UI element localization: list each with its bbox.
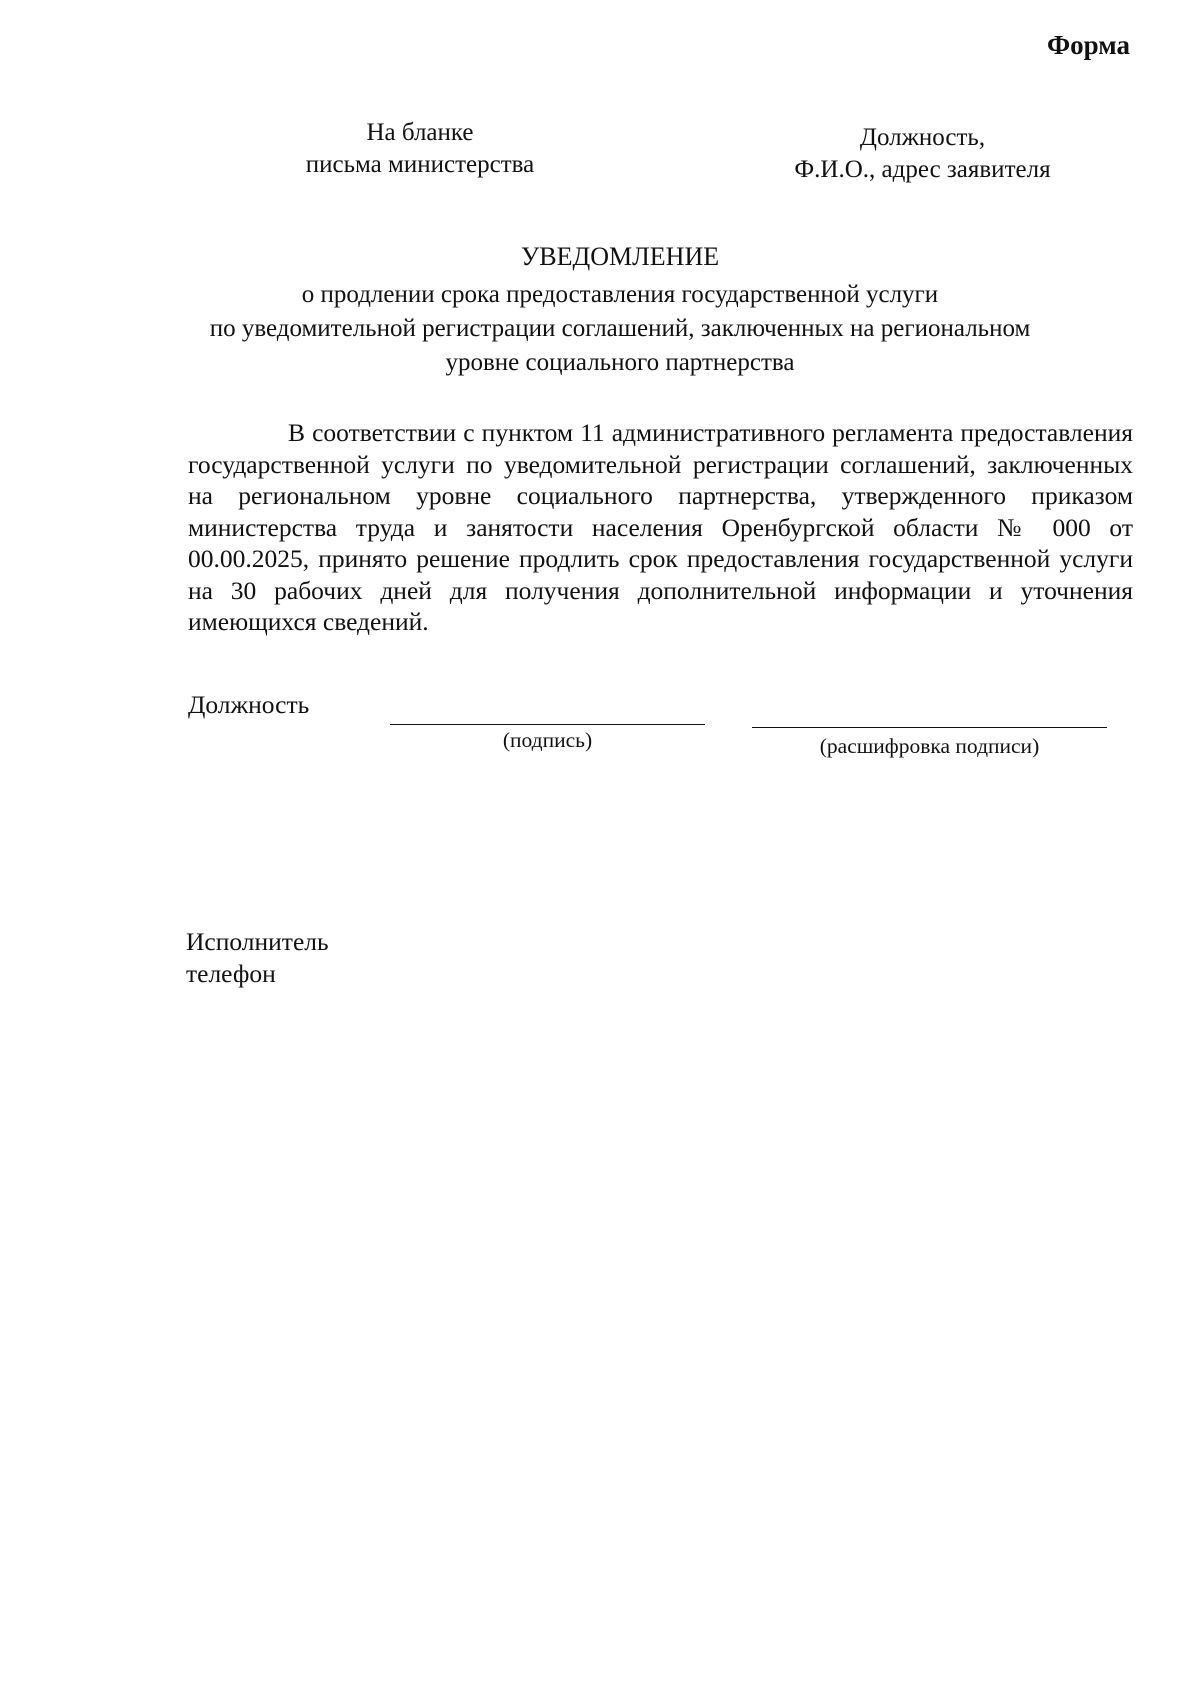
signature-position-label: Должность [188,690,310,719]
letterhead-note [240,117,600,181]
signature-caption: (подпись) [502,728,593,752]
title-line-2: по уведомительной регистрации соглашений, заключенных на региональном [209,315,1031,342]
executor-label: Исполнитель [186,927,329,956]
addressee-block [725,122,1120,186]
form-label: Форма [1046,30,1130,60]
addressee-line-1: Должность, [859,124,986,151]
addressee-line-2: Ф.И.О., адрес заявителя [794,156,1051,183]
signature-decode-caption: (расшифровка подписи) [819,734,1040,758]
title-heading: УВЕДОМЛЕНИЕ [520,242,720,271]
signature-decode-line [752,727,1107,728]
document-title [130,240,1110,380]
executor-phone-label: телефон [186,959,276,988]
executor-block [186,926,329,990]
title-line-1: о продлении срока предоставления государственной услуги [301,281,939,308]
letterhead-line-2: письма министерства [305,151,535,178]
title-line-3: уровне социального партнерства [445,349,795,376]
letterhead-line-1: На бланке [366,119,474,146]
signature-line [390,724,705,725]
body-paragraph: В соответствии с пунктом 11 административного регламента предоставления государственной услуги по уведомительной регистрации соглашений, заключенных на региональном уровне социального партнерства, утвержденного приказом министерства труда и занятости населения Оренбургской области № 000 от 00.00.2025, принято решение продлить срок предоставления государственной услуги на 30 рабочих дней для получения дополнительной информации и уточнения имеющихся сведений. [188,418,1133,636]
